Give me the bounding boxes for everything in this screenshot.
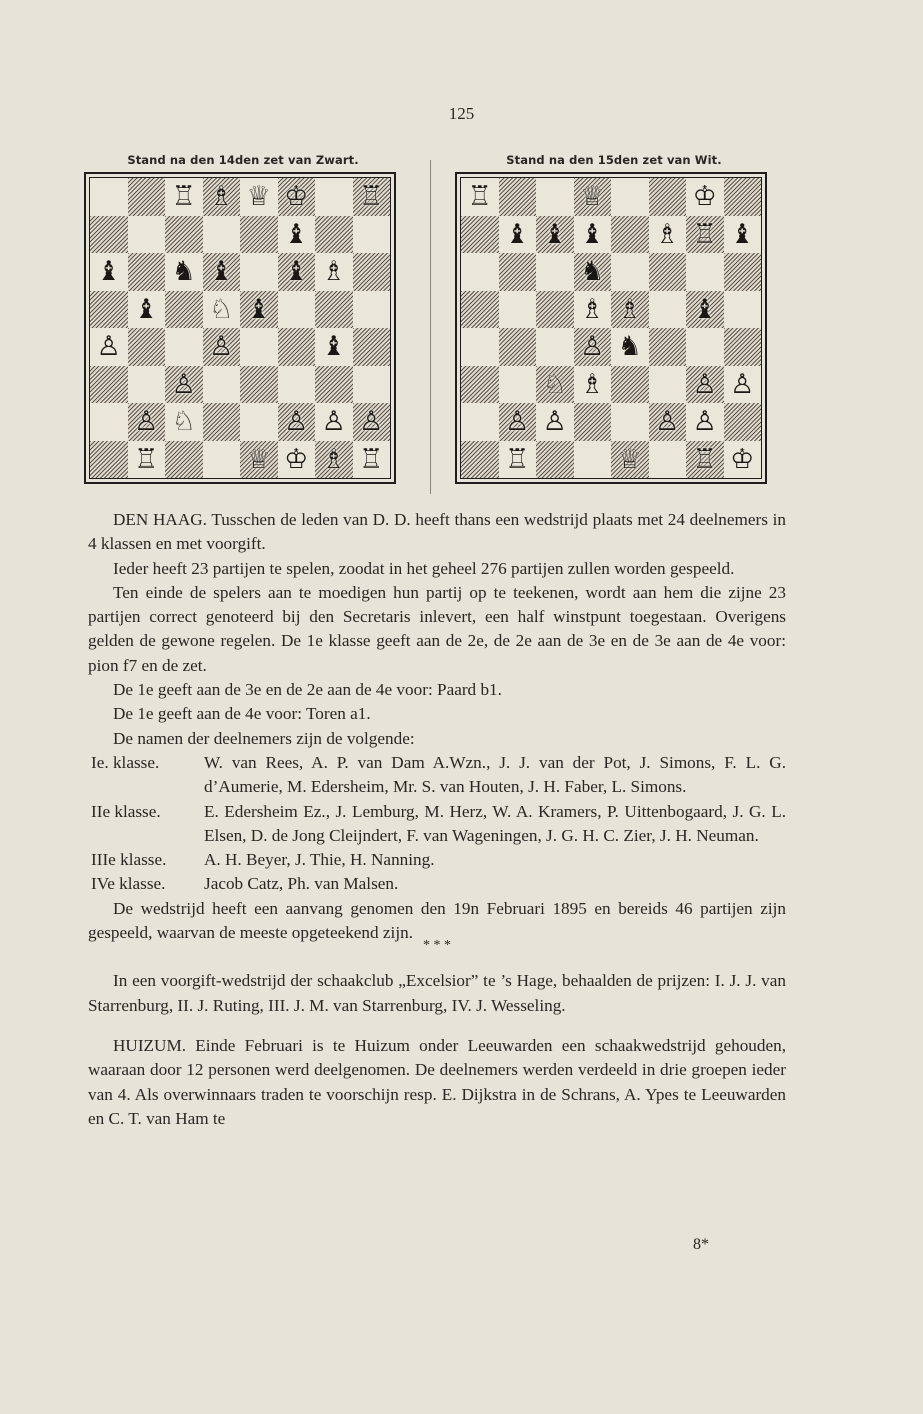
klasse-names: W. van Rees, A. P. van Dam A.Wzn., J. J. van der Pot, J. Simons, F. L. G. d’Aumerie, M. Edersheim, Mr. S. van Houten, J. H. Faber, L. Simons.: [204, 752, 786, 797]
board-square: [536, 328, 574, 366]
chess-diagram-right: [455, 150, 773, 484]
board-square: [499, 328, 537, 366]
white-queen-icon: ♕: [246, 181, 271, 213]
board-square: [353, 403, 391, 441]
board-square: [461, 328, 499, 366]
board-square: [536, 253, 574, 291]
klasse-names: E. Edersheim Ez., J. Lemburg, M. Herz, W. A. Kramers, P. Uittenbogaard, J. G. L. Elsen, D. de Jong Cleijndert, F. van Wageningen, J. G. H. C. Zier, J. H. Neuman.: [204, 801, 786, 845]
board-square: [461, 216, 499, 254]
chess-board: [89, 177, 391, 479]
board-square: [203, 441, 241, 479]
board-square: [353, 291, 391, 329]
board-square: [461, 178, 499, 216]
board-square: [128, 178, 166, 216]
board-square: [315, 441, 353, 479]
white-pawn-icon: ♙: [209, 331, 234, 363]
board-square: [90, 291, 128, 329]
board-square: [461, 253, 499, 291]
board-square: [611, 178, 649, 216]
board-square: [240, 403, 278, 441]
board-square: [353, 253, 391, 291]
paragraph: De 1e geeft aan de 4e voor: Toren a1.: [113, 704, 371, 724]
board-square: [574, 216, 612, 254]
board-square: [203, 403, 241, 441]
white-pawn-icon: ♙: [692, 368, 717, 400]
board-square: [574, 178, 612, 216]
board-square: [611, 328, 649, 366]
board-square: [724, 178, 762, 216]
white-bishop-icon: ♗: [580, 368, 605, 400]
board-square: [686, 328, 724, 366]
board-square: [611, 216, 649, 254]
board-square: [461, 403, 499, 441]
black-bishop-icon: ♝: [284, 218, 309, 250]
board-square: [724, 291, 762, 329]
klasse-label: IIe klasse.: [91, 801, 161, 821]
board-square: [353, 328, 391, 366]
board-square: [611, 253, 649, 291]
board-square: [499, 178, 537, 216]
board-square: [611, 403, 649, 441]
board-square: [574, 441, 612, 479]
white-rook-icon: ♖: [467, 181, 492, 213]
board-square: [240, 253, 278, 291]
board-square: [203, 291, 241, 329]
white-king-icon: ♔: [284, 181, 309, 213]
board-square: [686, 366, 724, 404]
board-square: [649, 178, 687, 216]
board-square: [649, 366, 687, 404]
white-bishop-icon: ♗: [580, 293, 605, 325]
board-square: [611, 366, 649, 404]
board-frame: [84, 172, 396, 484]
white-pawn-icon: ♙: [284, 406, 309, 438]
black-bishop-icon: ♝: [542, 218, 567, 250]
board-square: [649, 328, 687, 366]
board-square: [165, 216, 203, 254]
board-square: [203, 366, 241, 404]
board-square: [611, 441, 649, 479]
board-square: [499, 216, 537, 254]
klasse-row: [88, 800, 786, 849]
white-pawn-icon: ♙: [171, 368, 196, 400]
white-pawn-icon: ♙: [134, 406, 159, 438]
board-square: [499, 403, 537, 441]
signature-mark: 8*: [693, 1236, 709, 1253]
white-bishop-icon: ♗: [209, 181, 234, 213]
white-knight-icon: ♘: [542, 368, 567, 400]
white-pawn-icon: ♙: [655, 406, 680, 438]
board-square: [90, 178, 128, 216]
board-square: [278, 441, 316, 479]
white-rook-icon: ♖: [359, 181, 384, 213]
board-square: [353, 441, 391, 479]
board-square: [128, 291, 166, 329]
white-knight-icon: ♘: [209, 293, 234, 325]
black-bishop-icon: ♝: [321, 331, 346, 363]
board-square: [536, 441, 574, 479]
board-square: [165, 366, 203, 404]
white-rook-icon: ♖: [134, 443, 159, 475]
board-square: [574, 403, 612, 441]
board-square: [315, 216, 353, 254]
board-frame: [455, 172, 767, 484]
paragraph-den-haag: DEN HAAG. Tusschen de leden van D. D. heeft thans een wedstrijd plaats met 24 deelnemers in 4 klassen en met voorgift.: [88, 510, 786, 554]
board-square: [278, 291, 316, 329]
board-square: [240, 441, 278, 479]
board-square: [90, 403, 128, 441]
board-square: [686, 178, 724, 216]
white-bishop-icon: ♗: [321, 443, 346, 475]
asterism-divider: [88, 938, 786, 969]
paragraph: De wedstrijd heeft een aanvang genomen den 19n Februari 1895 en bereids 46 partijen zijn gespeeld, waarvan de meeste opgeteekend zijn.: [88, 898, 786, 943]
black-bishop-icon: ♝: [134, 293, 159, 325]
klasse-label: IVe klasse.: [91, 874, 166, 894]
page-number: 125: [448, 104, 475, 123]
board-square: [278, 403, 316, 441]
board-square: [165, 403, 203, 441]
board-square: [203, 253, 241, 291]
board-square: [686, 216, 724, 254]
black-bishop-icon: ♝: [580, 218, 605, 250]
black-bishop-icon: ♝: [505, 218, 530, 250]
board-square: [278, 178, 316, 216]
board-square: [315, 253, 353, 291]
board-square: [649, 441, 687, 479]
board-square: [724, 216, 762, 254]
white-rook-icon: ♖: [692, 443, 717, 475]
paragraph: De 1e geeft aan de 3e en de 2e aan de 4e voor: Paard b1.: [113, 680, 502, 700]
black-bishop-icon: ♝: [284, 256, 309, 288]
board-square: [240, 291, 278, 329]
black-knight-icon: ♞: [580, 256, 605, 288]
board-square: [353, 216, 391, 254]
black-knight-icon: ♞: [171, 256, 196, 288]
white-pawn-icon: ♙: [505, 406, 530, 438]
board-square: [165, 328, 203, 366]
board-square: [536, 291, 574, 329]
white-bishop-icon: ♗: [617, 293, 642, 325]
paragraph: Ieder heeft 23 partijen te spelen, zoodat in het geheel 276 partijen zullen worden gespeeld.: [113, 558, 735, 578]
board-square: [240, 366, 278, 404]
board-square: [165, 441, 203, 479]
board-square: [536, 216, 574, 254]
black-bishop-icon: ♝: [692, 293, 717, 325]
white-king-icon: ♔: [692, 181, 717, 213]
board-square: [649, 291, 687, 329]
board-square: [278, 328, 316, 366]
board-square: [315, 403, 353, 441]
board-square: [536, 366, 574, 404]
board-square: [90, 366, 128, 404]
board-square: [240, 216, 278, 254]
paragraph: De namen der deelnemers zijn de volgende:: [113, 728, 415, 748]
board-square: [278, 366, 316, 404]
board-square: [128, 328, 166, 366]
board-square: [686, 253, 724, 291]
board-square: [240, 178, 278, 216]
board-square: [278, 253, 316, 291]
board-square: [574, 291, 612, 329]
board-square: [128, 216, 166, 254]
board-square: [611, 291, 649, 329]
board-square: [353, 178, 391, 216]
board-square: [461, 441, 499, 479]
board-square: [536, 403, 574, 441]
paragraph: Ten einde de spelers aan te moedigen hun partij op te teekenen, wordt aan hem die zijne 23 partijen correct genoteerd bij den Secretaris inlevert, een half winstpunt toegestaan. Overigens gelden de gewone regelen. De 1e klasse geeft aan de 2e, de 2e aan de 3e en de 3e aan de 4e voor: pion f7 en de zet.: [88, 582, 786, 675]
board-square: [724, 403, 762, 441]
board-square: [315, 291, 353, 329]
board-square: [203, 178, 241, 216]
klasse-row: [88, 848, 786, 872]
board-square: [128, 253, 166, 291]
board-square: [724, 253, 762, 291]
white-queen-icon: ♕: [246, 443, 271, 475]
board-square: [686, 291, 724, 329]
board-square: [240, 328, 278, 366]
white-pawn-icon: ♙: [580, 331, 605, 363]
diagram-caption: Stand na den 14den zet van Zwart.: [127, 153, 359, 167]
board-square: [353, 366, 391, 404]
klasse-names: A. H. Beyer, J. Thie, H. Nanning.: [204, 850, 435, 870]
white-king-icon: ♔: [730, 443, 755, 475]
board-square: [461, 366, 499, 404]
board-square: [649, 216, 687, 254]
chess-board: [460, 177, 762, 479]
board-square: [499, 291, 537, 329]
board-square: [724, 366, 762, 404]
white-pawn-icon: ♙: [96, 331, 121, 363]
board-square: [90, 216, 128, 254]
board-square: [499, 253, 537, 291]
board-square: [165, 178, 203, 216]
board-square: [203, 328, 241, 366]
klasse-label: Ie. klasse.: [91, 752, 160, 772]
board-square: [724, 441, 762, 479]
board-square: [165, 291, 203, 329]
board-square: [90, 441, 128, 479]
board-square: [686, 403, 724, 441]
white-rook-icon: ♖: [359, 443, 384, 475]
board-square: [315, 366, 353, 404]
white-pawn-icon: ♙: [359, 406, 384, 438]
asterism-text: * * *: [423, 938, 451, 954]
board-square: [574, 253, 612, 291]
board-square: [724, 328, 762, 366]
board-square: [90, 328, 128, 366]
board-square: [499, 441, 537, 479]
board-square: [574, 328, 612, 366]
board-square: [499, 366, 537, 404]
board-square: [574, 366, 612, 404]
white-king-icon: ♔: [284, 443, 309, 475]
white-pawn-icon: ♙: [692, 406, 717, 438]
paragraph-huizum: HUIZUM. Einde Februari is te Huizum onder Leeuwarden een schaakwedstrijd gehouden, waaraan door 12 personen werd deelgenomen. De deelnemers werden verdeeld in drie groepen ieder van 4. Als overwinnaars traden te voorschijn resp. E. Dijkstra in de Schrans, A. Ypes te Leeuwarden en C. T. van Ham te: [88, 1035, 786, 1128]
white-queen-icon: ♕: [580, 181, 605, 213]
white-pawn-icon: ♙: [730, 368, 755, 400]
board-square: [128, 403, 166, 441]
board-square: [128, 366, 166, 404]
klasse-row: [88, 872, 786, 896]
board-square: [278, 216, 316, 254]
black-knight-icon: ♞: [617, 331, 642, 363]
board-square: [315, 178, 353, 216]
white-rook-icon: ♖: [171, 181, 196, 213]
klasse-names: Jacob Catz, Ph. van Malsen.: [204, 874, 399, 894]
chess-diagram-left: [84, 150, 402, 484]
board-square: [203, 216, 241, 254]
diagram-caption: Stand na den 15den zet van Wit.: [506, 153, 722, 167]
board-square: [649, 253, 687, 291]
klasse-label: IIIe klasse.: [91, 850, 167, 870]
board-square: [128, 441, 166, 479]
board-square: [686, 441, 724, 479]
white-pawn-icon: ♙: [321, 406, 346, 438]
board-square: [461, 291, 499, 329]
black-bishop-icon: ♝: [246, 293, 271, 325]
article-text: [88, 508, 786, 1131]
white-knight-icon: ♘: [171, 406, 196, 438]
black-bishop-icon: ♝: [96, 256, 121, 288]
white-rook-icon: ♖: [692, 218, 717, 250]
board-square: [315, 328, 353, 366]
white-pawn-icon: ♙: [542, 406, 567, 438]
white-bishop-icon: ♗: [321, 256, 346, 288]
white-queen-icon: ♕: [617, 443, 642, 475]
board-square: [536, 178, 574, 216]
board-square: [165, 253, 203, 291]
board-square: [649, 403, 687, 441]
black-bishop-icon: ♝: [730, 218, 755, 250]
white-rook-icon: ♖: [505, 443, 530, 475]
klasse-row: [88, 751, 786, 800]
paragraph-excelsior: In een voorgift-wedstrijd der schaakclub „Excelsior” te ’s Hage, behaalden de prijzen: I. J. J. van Starrenburg, II. J. Ruting, III. J. M. van Starrenburg, IV. J. Wesseling.: [88, 971, 786, 1015]
spacer: [88, 1018, 786, 1034]
column-divider: [430, 160, 431, 494]
black-bishop-icon: ♝: [209, 256, 234, 288]
white-bishop-icon: ♗: [655, 218, 680, 250]
board-square: [90, 253, 128, 291]
